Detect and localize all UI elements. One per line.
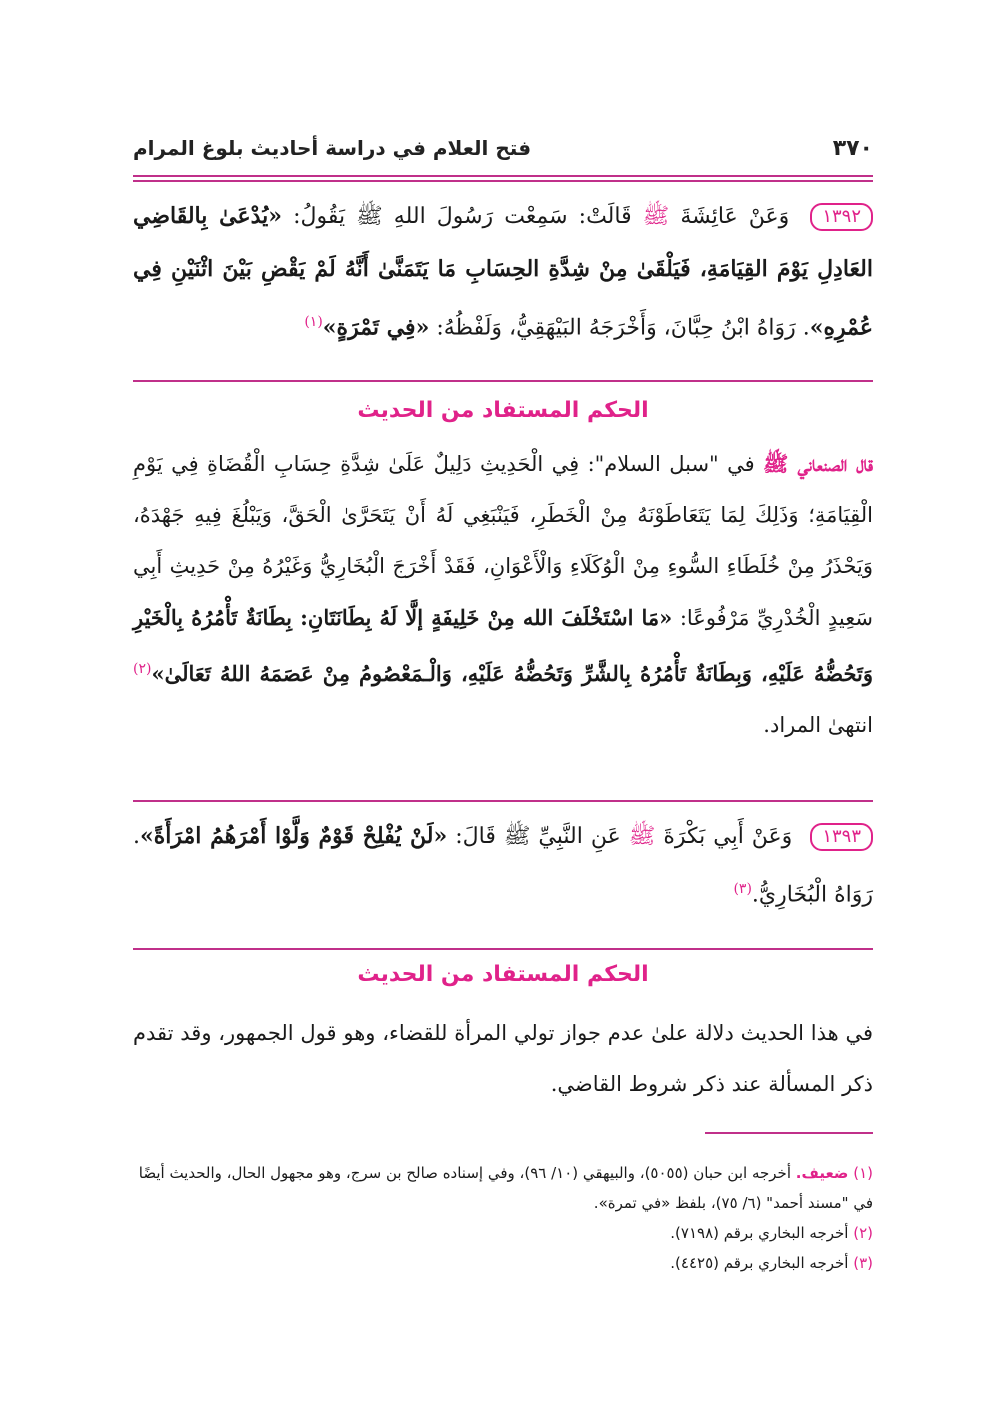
hadith-number-badge: ١٣٩٣ [810, 823, 873, 851]
commentary-lead: قال الصنعاني ﷺ [763, 451, 873, 476]
page-number: ٣٧٠ [832, 135, 873, 161]
commentary-quote: «مَا اسْتَخْلَفَ الله مِنْ خَلِيفَةٍ إلَّا لَهُ بِطَانَتَانِ: بِطَانَةٌ تَأْمُرُهُ بِالْخَيْرِ وَتَحُضُّهُ عَلَيْهِ، وَبِطَانَةٌ تَأْمُرُهُ بِالشَّرِّ وَتَحُضُّهُ عَلَيْهِ، وَالْـمَعْصُومُ مِنْ عَصَمَهُ اللهُ تَعَالَىٰ» [133, 605, 873, 686]
honorific-icon: ﷺ [628, 824, 656, 849]
section-title: الحكم المستفاد من الحديث [357, 962, 649, 987]
hadith-source: . رَوَاهُ الْبُخَارِيُّ. [133, 824, 873, 908]
footnote-3 [133, 1248, 873, 1278]
hadith-1393 [133, 810, 873, 921]
commentary-text: في "سبل السلام": فِي الْحَدِيثِ دَلِيلٌ عَلَىٰ شِدَّةِ حِسَابِ الْقُضَاةِ فِي يَوْمِ الْقِيَامَةِ؛ وَذَلِكَ لِمَا يَتَعَاطَوْنَهُ مِنْ الْخَطَرِ، فَيَنْبَغِي لَهُ أَنْ يَتَحَرَّىٰ الْحَقَّ، وَيَبْلُغَ فِيهِ جَهْدَهُ، وَيَحْذَرُ مِنْ خُلَطَاءِ السُّوءِ مِنْ الْوُكَلَاءِ وَالْأَعْوَانِ، فَقَدْ أَخْرَجَ الْبُخَارِيُّ وَغَيْرُهُ مِنْ حَدِيثِ أَبِي سَعِيدٍ الْخُدْرِيِّ مَرْفُوعًا: [133, 452, 873, 630]
hadith-text: وَعَنْ عَائِشَةَ [680, 204, 790, 229]
footnote-mark: (١) [853, 1164, 873, 1182]
hadith-quote-variant: «فِي تَمْرَةٍ» [322, 314, 430, 341]
book-title: فتح العلام في دراسة أحاديث بلوغ المرام [133, 136, 532, 160]
hadith-1392 [133, 190, 873, 354]
footnote-grade: ضعيف. [795, 1164, 849, 1182]
footnote-separator [705, 1132, 873, 1134]
hadith-text: وَعَنْ أَبِي بَكْرَةَ [663, 824, 793, 849]
section-rule [133, 380, 873, 382]
commentary-end: انتهىٰ المراد. [763, 713, 873, 737]
footnote-ref: (١) [304, 314, 323, 330]
footnote-ref: (٢) [133, 661, 152, 677]
commentary-ruling [133, 1008, 873, 1110]
section-rule [133, 948, 873, 950]
section-rule [133, 800, 873, 802]
hadith-text: عَنِ النَّبِيِّ ﷺ قَالَ: [455, 824, 621, 849]
hadith-number-badge: ١٣٩٢ [810, 203, 873, 231]
footnote-mark: (٣) [853, 1254, 873, 1272]
hadith-text: قَالَتْ: سَمِعْت رَسُولَ اللهِ ﷺ يَقُولُ: [293, 204, 632, 229]
honorific-icon: ﷺ [642, 204, 670, 229]
commentary-sanaani [133, 438, 873, 751]
running-header [133, 128, 873, 168]
section-title: الحكم المستفاد من الحديث [357, 398, 649, 423]
footnote-text: أخرجه ابن حبان (٥٠٥٥)، والبيهقي (١٠/ ٩٦)، وفي إسناده صالح بن سرج، وهو مجهول الحال، والحديث أيضًا في "مسند أحمد" (٦/ ٧٥)، بلفظ «في تمرة». [138, 1164, 873, 1212]
footnote-text: أخرجه البخاري برقم (٧١٩٨). [670, 1224, 849, 1242]
footnote-ref: (٣) [733, 881, 752, 897]
hadith-source: . رَوَاهُ ابْنُ حِبَّانَ، وَأَخْرَجَهُ البَيْهَقِيُّ، وَلَفْظُهُ: [436, 315, 810, 341]
hadith-quote: «لَنْ يُفْلِحْ قَوْمٌ وَلَّوْا أَمْرَهُمُ امْرَأَةً» [140, 823, 448, 849]
header-rule [133, 175, 873, 182]
hadith-quote: «يُدْعَىٰ بِالقَاضِي العَادِلِ يَوْمَ القِيَامَةِ، فَيَلْقَىٰ مِنْ شِدَّةِ الحِسَابِ مَا يَتَمَنَّىٰ أَنَّهُ لَمْ يَقْضِ بَيْنَ اثْنَيْنِ فِي عُمْرِهِ» [133, 203, 873, 341]
footnote-1 [133, 1158, 873, 1218]
footnote-mark: (٢) [853, 1224, 873, 1242]
commentary-text: في هذا الحديث دلالة علىٰ عدم جواز تولي المرأة للقضاء، وهو قول الجمهور، وقد تقدم ذكر المسألة عند ذكر شروط القاضي. [133, 1021, 873, 1096]
footnote-text: أخرجه البخاري برقم (٤٤٢٥). [670, 1254, 849, 1272]
footnotes [133, 1158, 873, 1278]
footnote-2 [133, 1218, 873, 1248]
